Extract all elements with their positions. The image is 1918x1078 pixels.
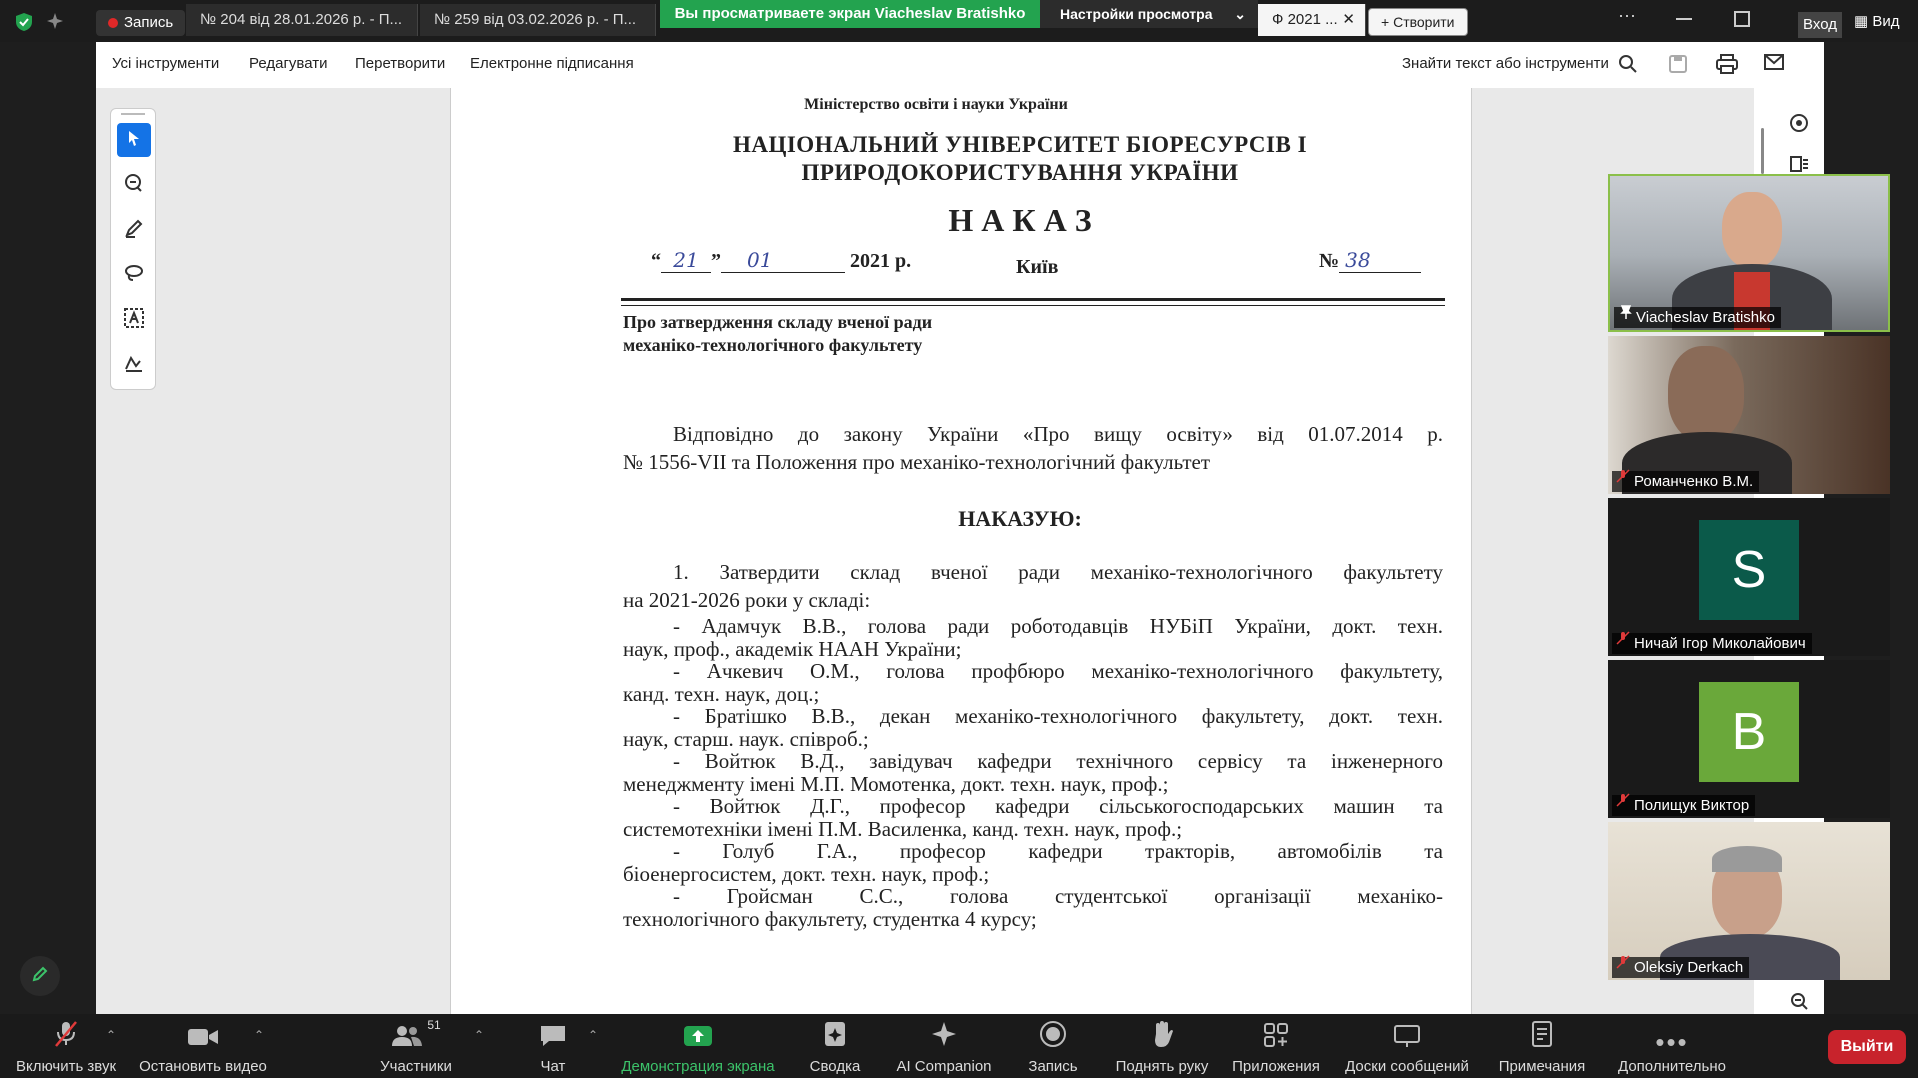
recording-indicator[interactable]	[96, 10, 185, 36]
member-line: - Ачкевич О.М., голова профбюро механіко-технологічного факультету,	[673, 659, 1443, 683]
chevron-up-icon[interactable]: ⌃	[106, 1028, 117, 1042]
subject-line2: механіко-технологічного факультету	[623, 335, 923, 355]
chat-button[interactable]: Чат	[520, 1014, 586, 1078]
chevron-up-icon[interactable]: ⌃	[474, 1028, 485, 1042]
stop-video-button[interactable]: Остановить видео	[134, 1014, 272, 1078]
item1-line2: на 2021-2026 роки у складі:	[623, 588, 871, 612]
member-line: - Гройсман С.С., голова студентської організації механіко-	[673, 884, 1443, 908]
pin-icon	[1620, 305, 1632, 324]
acrobat-toolbar	[96, 42, 1824, 89]
summary-button[interactable]: Сводка	[800, 1014, 870, 1078]
subject-line1: Про затвердження складу вченої ради	[623, 312, 933, 332]
menu-edit[interactable]: Редагувати	[249, 55, 328, 72]
member-line-continued: канд. техн. наук, доц.;	[623, 681, 820, 706]
text-box-icon	[123, 307, 145, 334]
create-tab-button[interactable]: + Створити	[1368, 8, 1468, 36]
member-line: - Войтюк В.Д., завідувач кафедри технічного сервісу та інженерного	[673, 749, 1443, 773]
draw-tool-button[interactable]	[117, 258, 151, 292]
maximize-icon[interactable]	[1734, 11, 1750, 27]
participant-tile-3[interactable]	[1608, 498, 1890, 656]
member-line: - Войтюк Д.Г., професор кафедри сільськогосподарських машин та	[673, 794, 1443, 818]
zoom-top-bar	[0, 0, 1918, 42]
sign-tool-button[interactable]	[117, 348, 151, 382]
highlight-tool-button[interactable]	[117, 213, 151, 247]
cursor-icon	[125, 129, 143, 152]
chevron-up-icon[interactable]: ⌃	[588, 1028, 599, 1042]
person-head	[1722, 192, 1782, 268]
number-value: 38	[1339, 248, 1421, 273]
browser-tab-2[interactable]: № 259 від 03.02.2026 р. - П...	[420, 4, 656, 36]
palette-grip[interactable]	[121, 113, 145, 115]
print-icon[interactable]	[1716, 54, 1738, 79]
menu-e-sign[interactable]: Електронне підписання	[470, 55, 634, 72]
more-dots-icon: •••	[1655, 1027, 1689, 1057]
select-tool-button[interactable]	[117, 123, 151, 157]
participant-name: Viacheslav Bratishko	[1614, 307, 1781, 328]
ai-assistant-icon[interactable]	[1788, 112, 1810, 139]
browser-tab-active[interactable]: Ф 2021 ... ✕	[1258, 4, 1366, 36]
view-settings-button[interactable]: Настройки просмотра ⌄	[1040, 0, 1258, 28]
raise-hand-button[interactable]: Поднять руку	[1110, 1014, 1214, 1078]
mic-muted-icon	[1616, 793, 1630, 812]
people-icon	[391, 1024, 423, 1052]
pen-icon	[123, 217, 145, 244]
member-line-continued: наук, проф., академік НААН України;	[623, 636, 962, 661]
menu-all-tools[interactable]: Усі інструменти	[112, 55, 220, 72]
header-rule-thin	[621, 305, 1445, 306]
order-date: “ 21 ” 01 2021 р.	[651, 248, 912, 272]
person-hair	[1712, 846, 1782, 872]
enter-button[interactable]: Вход	[1798, 12, 1842, 38]
preamble-line2: № 1556-VII та Положення про механіко-технологічний факультет	[623, 450, 1211, 474]
plus-icon: +	[1381, 14, 1394, 30]
zoom-control-bar	[0, 1014, 1918, 1078]
avatar: S	[1699, 520, 1799, 620]
more-button[interactable]: ••• Дополнительно	[1618, 1027, 1726, 1075]
apps-icon	[1263, 1022, 1289, 1052]
document-title: Н А К А З	[948, 202, 1092, 238]
screen-share-banner: Вы просматриваете экран Viacheslav Bratishko	[660, 0, 1040, 28]
item1-line1: 1. Затвердити склад вченої ради механіко-технологічного факультету	[673, 560, 1443, 584]
board-icon	[1393, 1024, 1421, 1052]
city: Київ	[1016, 256, 1059, 278]
notes-icon	[1531, 1020, 1553, 1052]
minimize-icon[interactable]	[1676, 18, 1692, 20]
search-icon[interactable]	[1618, 54, 1638, 79]
signature-icon	[123, 352, 145, 379]
order-number	[1319, 248, 1421, 273]
participant-tile-2[interactable]	[1608, 336, 1890, 494]
browser-tab-1[interactable]: № 204 від 28.01.2026 р. - П...	[186, 4, 418, 36]
date-month: 01	[721, 248, 845, 273]
lasso-icon	[123, 262, 145, 289]
pdf-page	[450, 88, 1472, 1014]
participants-count: 51	[427, 1018, 441, 1032]
hand-icon	[1150, 1020, 1174, 1052]
member-line-continued: наук, старш. наук. співроб.;	[623, 726, 869, 751]
ai-companion-button[interactable]: AI Companion	[888, 1014, 1000, 1078]
member-line-continued: менеджменту імені М.П. Момотенка, докт. техн. наук, проф.;	[623, 771, 1169, 796]
mic-off-icon	[53, 1020, 79, 1052]
member-line-continued: біоенергосистем, докт. техн. наук, проф.;	[623, 861, 990, 886]
save-icon[interactable]	[1668, 54, 1688, 79]
menu-convert[interactable]: Перетворити	[355, 55, 446, 72]
order-word: НАКАЗУЮ:	[958, 506, 1082, 531]
participant-name: Ничай Ігор Миколайович	[1612, 633, 1812, 654]
zoom-out-icon[interactable]	[1790, 992, 1808, 1015]
participants-button[interactable]: 51 Участники	[380, 1018, 452, 1075]
pencil-icon	[31, 965, 49, 988]
recording-label: Запись	[124, 14, 174, 31]
mic-muted-icon	[1616, 469, 1630, 488]
leave-meeting-button[interactable]: Выйти	[1828, 1030, 1906, 1064]
video-camera-icon	[187, 1026, 219, 1052]
record-button[interactable]: Запись	[1018, 1014, 1088, 1078]
text-tool-button[interactable]	[117, 303, 151, 337]
summary-icon	[823, 1020, 847, 1052]
ai-sparkle-icon	[930, 1020, 958, 1052]
annotate-pencil-button[interactable]	[20, 956, 60, 996]
participant-name: Романченко В.М.	[1612, 471, 1759, 492]
number-prefix: №	[1319, 250, 1340, 272]
person-head	[1668, 346, 1744, 442]
share-screen-button[interactable]: Демонстрация экрана	[614, 1014, 782, 1078]
mail-icon[interactable]	[1764, 54, 1784, 75]
scrollbar-thumb[interactable]	[1761, 128, 1764, 174]
participant-name: Полищук Виктор	[1612, 795, 1755, 816]
unmute-button[interactable]: Включить звук	[8, 1014, 124, 1078]
ministry-header: Міністерство освіти і науки України	[804, 96, 1068, 113]
preamble-line1: Відповідно до закону України «Про вищу освіту» від 01.07.2014 р.	[673, 422, 1443, 446]
apps-button[interactable]: Приложения	[1228, 1014, 1324, 1078]
chat-icon	[539, 1024, 567, 1052]
shield-icon[interactable]	[14, 12, 34, 37]
record-dot-icon	[108, 18, 118, 28]
participant-tile-1[interactable]	[1608, 174, 1890, 332]
member-line: - Братішко В.В., декан механіко-технологічного факультету, докт. техн.	[673, 704, 1443, 728]
avatar: B	[1699, 682, 1799, 782]
member-line: - Адамчук В.В., голова ради роботодавців НУБіП України, докт. техн.	[673, 614, 1443, 638]
university-name-line1: НАЦІОНАЛЬНИЙ УНІВЕРСИТЕТ БІОРЕСУРСІВ І	[732, 132, 1308, 157]
member-line-continued: технологічного факультету, студентка 4 курсу;	[623, 906, 1037, 931]
university-name-line2: ПРИРОДОКОРИСТУВАННЯ УКРАЇНИ	[801, 160, 1239, 185]
participant-tile-5[interactable]	[1608, 822, 1890, 980]
record-icon	[1039, 1020, 1067, 1052]
participant-name: Oleksiy Derkach	[1612, 957, 1749, 978]
mic-muted-icon	[1616, 955, 1630, 974]
header-rule-thick	[621, 298, 1445, 301]
close-tab-icon[interactable]: ✕	[1342, 11, 1355, 28]
view-button[interactable]: ▦ Вид	[1854, 13, 1900, 30]
date-year: 2021 р.	[850, 250, 912, 272]
tool-palette	[110, 108, 156, 390]
comment-icon	[123, 172, 145, 199]
chevron-up-icon[interactable]: ⌃	[254, 1028, 265, 1042]
grid-icon: ▦	[1854, 13, 1873, 30]
comment-tool-button[interactable]	[117, 168, 151, 202]
more-dots-icon[interactable]: ⋯	[1618, 6, 1636, 26]
mic-muted-icon	[1616, 631, 1630, 650]
member-line-continued: системотехніки імені П.М. Василенка, канд. техн. наук, проф.;	[623, 816, 1183, 841]
notes-button[interactable]: Примечания	[1494, 1014, 1590, 1078]
boards-button[interactable]: Доски сообщений	[1338, 1014, 1476, 1078]
search-tools-label[interactable]: Знайти текст або інструменти	[1402, 55, 1609, 72]
date-day: 21	[661, 248, 711, 273]
member-line: - Голуб Г.А., професор кафедри тракторів, автомобілів та	[673, 839, 1443, 863]
chevron-down-icon: ⌄	[1234, 6, 1246, 22]
share-screen-icon	[683, 1024, 713, 1052]
participant-tile-4[interactable]	[1608, 660, 1890, 818]
sparkle-icon[interactable]	[46, 12, 64, 35]
